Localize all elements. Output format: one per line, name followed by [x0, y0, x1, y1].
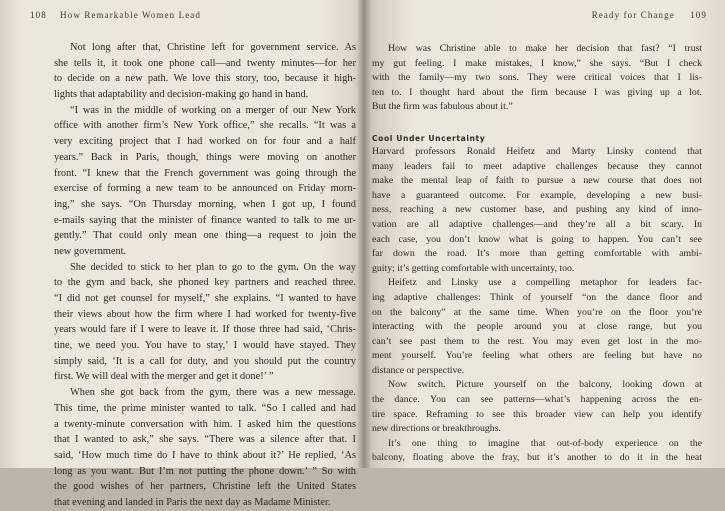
text-line: said, ‘How much time do I have to think about it?’ He replied, ‘As — [54, 449, 356, 461]
text-line: lights that adaptability and decision-making go hand in hand. — [54, 89, 309, 101]
text-line: tire space. Reframing to see this broader view can help you identify — [372, 408, 702, 420]
text-line: “I was in the middle of working on a merger of our New York — [70, 104, 356, 116]
text-line: She decided to stick to her plan to go to the gym. On the way — [70, 261, 356, 273]
text-line: vation are all adaptive challenges—and they’re all a bit scary. In — [372, 218, 702, 230]
text-line: to the gym and back, she phoned key partners and reached three. — [54, 277, 356, 289]
text-line: each case, you don’t know what is going to happen. You can’t see — [372, 233, 702, 245]
left-page-number: 108 — [30, 10, 47, 20]
text-line: Not long after that, Christine left for government service. As — [70, 42, 356, 53]
left-body-text — [54, 40, 356, 511]
text-line: she tells it, it took one phone call—and twenty minutes—for her — [54, 57, 356, 69]
text-line: Now switch. Picture yourself on the balcony, looking down at — [388, 379, 702, 391]
section-heading: Cool Under Uncertainty — [372, 133, 486, 143]
text-line: the good wishes of her partners, Christine left the United States — [54, 481, 356, 493]
text-line: long as you want. But I’m not putting the phone down.’ ” So with — [54, 465, 356, 477]
text-line: It’s one thing to imagine that out-of-body experience on the — [388, 437, 702, 449]
text-line: tine, we need you. You have to stay,’ I would have stayed. They — [54, 340, 356, 352]
text-line: When she got back from the gym, there was a new message. — [70, 387, 356, 399]
text-line: can’t see past them to the rest. You may even get lost in the mo- — [372, 335, 702, 347]
right-page-number: 109 — [690, 10, 707, 20]
text-line: my gut feeling. I make mistakes, I know,” she says. “But I check — [372, 57, 702, 69]
text-line: Harvard professors Ronald Heifetz and Marty Linsky contend that — [372, 145, 702, 157]
text-line: “I did not get counsel for myself,” she explains. “I wanted to have — [54, 293, 356, 304]
text-line: exercise of forming a new team to be announced on Friday morn- — [54, 183, 356, 195]
text-line: new government. — [54, 245, 127, 257]
text-line: ness, reaching a new customer base, and pushing any kind of inno- — [372, 204, 702, 216]
text-line: ing,” she says. “On Thursday morning, when I got up, I found — [54, 198, 356, 210]
left-page — [0, 0, 364, 508]
right-page — [364, 0, 725, 468]
right-intro-paragraph — [372, 42, 702, 115]
text-line: far down the road. It’s more than getting comfortable with ambi- — [372, 248, 702, 260]
text-line: gently.” That could only mean one thing—a request to join the — [54, 230, 356, 242]
text-line: their views about how the firm where I had worked for twenty-five — [54, 308, 356, 320]
text-line: the dance. You can see patterns—what’s happening across the en- — [372, 394, 702, 406]
text-line: e-mails saying that the minister of finance wanted to talk to me ur- — [54, 214, 356, 226]
text-line: on the balcony” at the same time. When you’re on the floor you’re — [372, 306, 702, 318]
text-line: many leaders fail to meet adaptive challenges because they cannot — [372, 160, 702, 172]
book-gutter — [357, 0, 371, 468]
text-line: that I wanted to ask,” she says. “There was a silence after that. I — [54, 434, 356, 446]
text-line: new directions or breakthroughs. — [372, 423, 501, 435]
text-line: that evening and landed in Paris the next day as Madame Minister. — [54, 496, 331, 508]
section-body — [372, 145, 702, 466]
text-line: a twenty-minute conversation with him. I asked him the questions — [54, 418, 356, 430]
left-running-title: How Remarkable Women Lead — [60, 10, 201, 20]
text-line: office with another firm’s New York office,” she recalls. “It was a — [54, 120, 356, 132]
right-body-text — [372, 42, 702, 466]
text-line: years.” Back in Paris, though, things were moving on another — [54, 151, 356, 163]
text-line: How was Christine able to make her decision that fast? “I trust — [388, 43, 702, 54]
text-line: ten to. I thought hard about the firm because I was giving up a lot. — [372, 86, 702, 98]
text-line: have a guaranteed outcome. For example, developing a new busi- — [372, 189, 702, 201]
text-line: to decide on a new path. We love this story, too, because it high- — [54, 73, 356, 85]
text-line: interacting with the people around you at close range, but you — [372, 321, 702, 333]
text-line: first. We will deal with the merger and get it done!’ ” — [54, 371, 274, 383]
text-line: ing adaptive challenges: Think of yourself “on the dance floor and — [372, 291, 702, 303]
text-line: make the mental leap of faith to pursue a new course that does not — [372, 175, 702, 187]
text-line: with the family—my two sons. They were critical voices that I lis- — [372, 72, 702, 84]
text-line: front. “I knew that the French government was going through the — [54, 167, 356, 179]
right-running-head — [592, 10, 707, 20]
text-line: very exciting project that I had worked on for four and a half — [54, 136, 356, 148]
text-line: guity; it’s getting comfortable with uncertainty, too. — [372, 262, 575, 274]
text-line: years would fare if I were to leave it. If those three had said, ‘Chris- — [54, 324, 356, 336]
text-line: distance or perspective. — [372, 364, 465, 376]
left-running-head — [30, 10, 201, 20]
text-line: But the firm was fabulous about it.” — [372, 101, 513, 113]
text-line: This time, the prime minister wanted to talk. “So I called and had — [54, 402, 356, 414]
text-line: ment yourself. You’re feeling what others are feeling but have no — [372, 350, 702, 362]
text-line: balcony, floating above the fray, but it’s another to do it in the heat — [372, 452, 702, 464]
text-line: Heifetz and Linsky use a compelling metaphor for leaders fac- — [388, 277, 702, 289]
text-line: simply said, ‘It is a call for duty, and you should put the country — [54, 355, 356, 367]
right-running-title: Ready for Change — [591, 10, 675, 20]
